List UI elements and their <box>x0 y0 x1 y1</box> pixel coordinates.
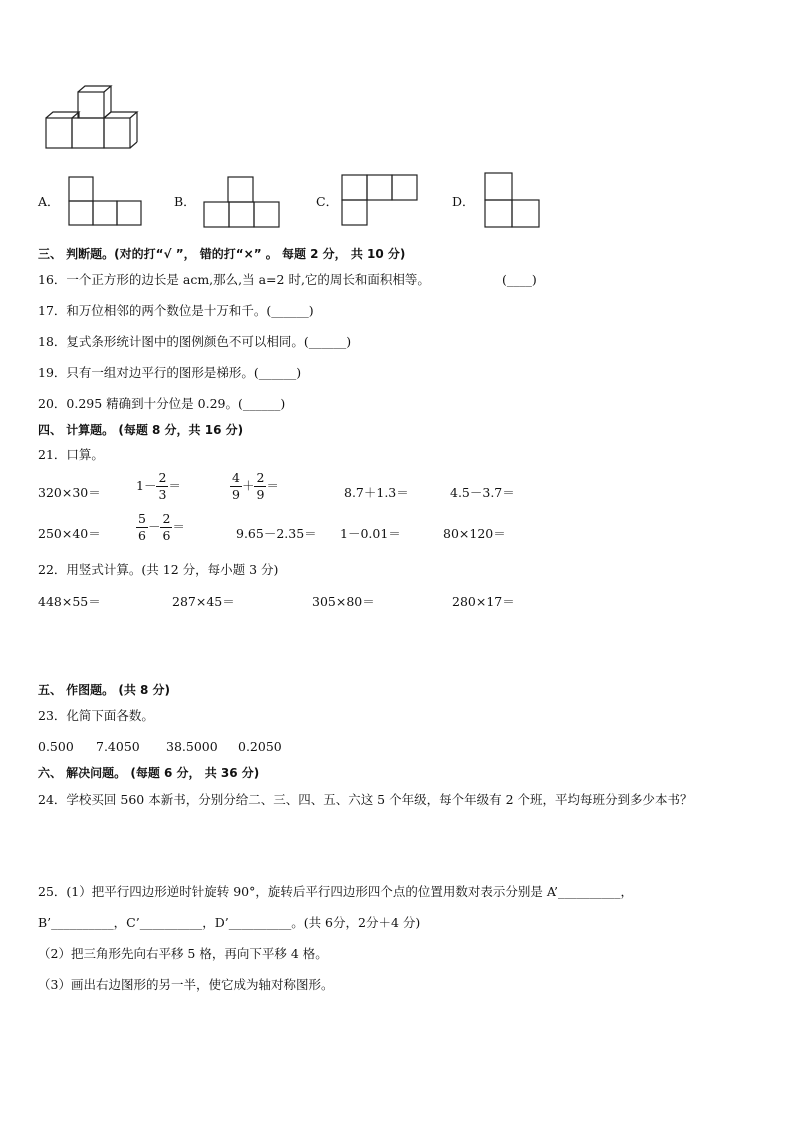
calc-r1c1: 320×30＝ <box>38 485 101 500</box>
q19-text[interactable]: 19．只有一组对边平行的图形是梯形。(______) <box>38 365 302 380</box>
number-4: 0.2050 <box>238 739 282 754</box>
section6-title: 六、 解决问题。 (每题 6 分， 共 36 分) <box>38 766 260 780</box>
calc-r2c1: 250×40＝ <box>38 526 101 541</box>
calc-r2c3: 9.65－2.35＝ <box>236 526 317 541</box>
option-d-figure <box>484 172 542 228</box>
section3-title: 三、 判断题。(对的打“√ ”， 错的打“×” 。 每题 2 分， 共 10 分) <box>38 247 406 261</box>
q25-part2: （2）把三角形先向右平移 5 格，再向下平移 4 格。 <box>38 946 328 961</box>
q20-text[interactable]: 20．0.295 精确到十分位是 0.29。(______) <box>38 396 286 411</box>
q16-answer-blank[interactable]: (____) <box>502 272 537 287</box>
vertical-calc-3: 305×80＝ <box>312 594 375 609</box>
vertical-calc-2: 287×45＝ <box>172 594 235 609</box>
vertical-calc-4: 280×17＝ <box>452 594 515 609</box>
q16-text: 16．一个正方形的边长是 acm,那么,当 a=2 时,它的周长和面积相等。 <box>38 272 430 287</box>
calc-r2c4: 1－0.01＝ <box>340 526 401 541</box>
number-2: 7.4050 <box>96 739 140 754</box>
calc-r1c2: 1－ $\frac{2}{3}$ ＝ <box>136 470 181 502</box>
section4-title: 四、 计算题。 (每题 8 分，共 16 分) <box>38 423 244 437</box>
q25-part1-line2[interactable]: B’__________，C’__________，D’__________。(共 6分，2分＋4 分) <box>38 915 421 930</box>
option-b-label: B． <box>174 194 196 209</box>
option-c-figure <box>341 174 419 228</box>
number-1: 0.500 <box>38 739 74 754</box>
option-d-label: D． <box>452 194 475 209</box>
calc-r1c4: 8.7＋1.3＝ <box>344 485 409 500</box>
calc-r2c2: $\frac{5}{6}$ － $\frac{2}{6}$ ＝ <box>138 511 185 543</box>
q23-text: 23．化简下面各数。 <box>38 708 154 723</box>
number-3: 38.5000 <box>166 739 218 754</box>
calc-r1c3: $\frac{4}{9}$ ＋ $\frac{2}{9}$ ＝ <box>232 470 279 502</box>
q18-text[interactable]: 18．复式条形统计图中的图例颜色不可以相同。(______) <box>38 334 352 349</box>
q21-text: 21．口算。 <box>38 447 104 462</box>
q17-text[interactable]: 17．和万位相邻的两个数位是十万和千。(______) <box>38 303 314 318</box>
vertical-calc-1: 448×55＝ <box>38 594 101 609</box>
calc-r1c5: 4.5－3.7＝ <box>450 485 515 500</box>
option-a-figure <box>68 176 142 226</box>
q22-text: 22．用竖式计算。(共 12 分，每小题 3 分) <box>38 562 279 577</box>
option-b-figure <box>203 176 281 228</box>
q25-part1-line1[interactable]: 25．(1）把平行四边形逆时针旋转 90°，旋转后平行四边形四个点的位置用数对表示分别是 A’__________， <box>38 884 634 899</box>
option-a-label: A． <box>38 194 60 209</box>
cube-stack-figure <box>40 84 140 156</box>
option-c-label: C． <box>316 194 339 209</box>
q24-text: 24．学校买回 560 本新书，分别分给二、三、四、五、六这 5 个年级，每个年级有 2 个班，平均每班分到多少本书？ <box>38 792 693 807</box>
calc-r2c5: 80×120＝ <box>443 526 506 541</box>
q25-part3: （3）画出右边图形的另一半，使它成为轴对称图形。 <box>38 977 334 992</box>
section5-title: 五、 作图题。 (共 8 分) <box>38 683 171 697</box>
